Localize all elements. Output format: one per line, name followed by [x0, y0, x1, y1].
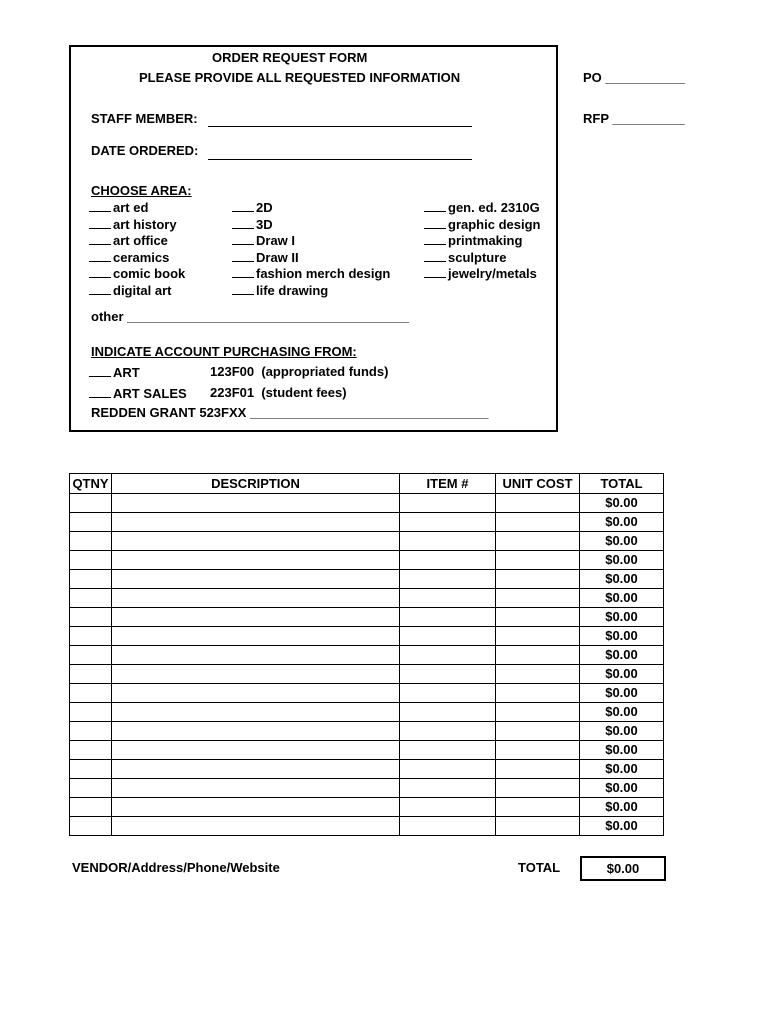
total-cell: $0.00	[580, 646, 664, 665]
item-cell[interactable]	[400, 722, 496, 741]
other-field[interactable]: other _______________________________________	[91, 309, 410, 324]
area-option-label: 2D	[256, 200, 273, 215]
area-option[interactable]	[89, 216, 185, 233]
total-cell: $0.00	[580, 760, 664, 779]
qty-cell[interactable]	[70, 798, 112, 817]
grant-field[interactable]: REDDEN GRANT 523FXX _________________________________	[91, 405, 489, 420]
description-cell[interactable]	[112, 589, 400, 608]
unit-cost-cell[interactable]	[496, 817, 580, 836]
unit-cost-cell[interactable]	[496, 513, 580, 532]
area-option[interactable]	[89, 265, 185, 282]
qty-cell[interactable]	[70, 722, 112, 741]
table-row	[70, 532, 664, 551]
unit-cost-cell[interactable]	[496, 532, 580, 551]
qty-cell[interactable]	[70, 760, 112, 779]
item-cell[interactable]	[400, 532, 496, 551]
checkbox-blank[interactable]	[89, 232, 111, 245]
staff-input[interactable]	[208, 112, 472, 127]
item-cell[interactable]	[400, 627, 496, 646]
qty-cell[interactable]	[70, 589, 112, 608]
description-cell[interactable]	[112, 551, 400, 570]
total-cell: $0.00	[580, 608, 664, 627]
item-cell[interactable]	[400, 703, 496, 722]
rfp-field[interactable]: RFP __________	[583, 111, 685, 126]
unit-cost-cell[interactable]	[496, 608, 580, 627]
unit-cost-cell[interactable]	[496, 665, 580, 684]
checkbox-blank[interactable]	[232, 265, 254, 278]
account-art[interactable]: ART	[89, 364, 140, 380]
unit-cost-cell[interactable]	[496, 627, 580, 646]
area-option-label: 3D	[256, 216, 273, 232]
checkbox-blank[interactable]	[424, 199, 446, 212]
area-option[interactable]	[89, 282, 185, 299]
area-option-label: digital art	[113, 282, 172, 298]
area-option[interactable]	[232, 265, 390, 282]
table-row	[70, 551, 664, 570]
area-option-label: ceramics	[113, 249, 170, 265]
description-cell[interactable]	[112, 627, 400, 646]
item-cell[interactable]	[400, 608, 496, 627]
account-art-sales-code: 223F01 (student fees)	[210, 385, 347, 400]
area-option-label: gen. ed. 2310G	[448, 200, 540, 215]
item-cell[interactable]	[400, 798, 496, 817]
checkbox-blank[interactable]	[424, 249, 446, 262]
table-row	[70, 741, 664, 760]
area-option-label: graphic design	[448, 216, 541, 232]
checkbox-blank[interactable]	[89, 199, 111, 212]
date-label: DATE ORDERED:	[91, 143, 199, 158]
area-option-label: printmaking	[448, 233, 523, 248]
qty-cell[interactable]	[70, 627, 112, 646]
description-cell[interactable]	[112, 570, 400, 589]
header-qty: QTNY	[70, 474, 112, 494]
area-option[interactable]	[424, 232, 540, 249]
unit-cost-cell[interactable]	[496, 589, 580, 608]
table-row	[70, 494, 664, 513]
table-row	[70, 760, 664, 779]
description-cell[interactable]	[112, 494, 400, 513]
item-cell[interactable]	[400, 684, 496, 703]
checkbox-blank[interactable]	[89, 249, 111, 262]
checkbox-blank[interactable]	[89, 282, 111, 295]
area-option[interactable]	[424, 216, 540, 233]
table-row	[70, 627, 664, 646]
table-row	[70, 798, 664, 817]
total-cell: $0.00	[580, 722, 664, 741]
area-option-label: Draw I	[256, 233, 296, 248]
unit-cost-cell[interactable]	[496, 779, 580, 798]
area-option-label: fashion merch design	[256, 266, 391, 281]
date-input[interactable]	[208, 145, 472, 160]
area-option-label: art ed	[113, 200, 149, 215]
total-cell: $0.00	[580, 703, 664, 722]
item-cell[interactable]	[400, 779, 496, 798]
area-option-label: art office	[113, 233, 168, 248]
unit-cost-cell[interactable]	[496, 551, 580, 570]
description-cell[interactable]	[112, 532, 400, 551]
unit-cost-cell[interactable]	[496, 760, 580, 779]
description-cell[interactable]	[112, 817, 400, 836]
table-row	[70, 817, 664, 836]
area-column-1	[89, 199, 185, 298]
header-unit-cost: UNIT COST	[496, 474, 580, 494]
item-cell[interactable]	[400, 513, 496, 532]
po-field[interactable]: PO ___________	[583, 70, 685, 85]
total-cell: $0.00	[580, 798, 664, 817]
qty-cell[interactable]	[70, 779, 112, 798]
area-option-label: sculpture	[448, 249, 507, 265]
table-row	[70, 646, 664, 665]
description-cell[interactable]	[112, 646, 400, 665]
unit-cost-cell[interactable]	[496, 722, 580, 741]
checkbox-blank[interactable]	[89, 385, 111, 398]
checkbox-blank[interactable]	[232, 282, 254, 295]
checkbox-blank[interactable]	[424, 265, 446, 278]
description-cell[interactable]	[112, 703, 400, 722]
table-row	[70, 703, 664, 722]
description-cell[interactable]	[112, 665, 400, 684]
unit-cost-cell[interactable]	[496, 703, 580, 722]
checkbox-blank[interactable]	[424, 216, 446, 229]
staff-label: STAFF MEMBER:	[91, 111, 198, 126]
header-item: ITEM #	[400, 474, 496, 494]
total-cell: $0.00	[580, 684, 664, 703]
description-cell[interactable]	[112, 760, 400, 779]
unit-cost-cell[interactable]	[496, 494, 580, 513]
item-cell[interactable]	[400, 741, 496, 760]
total-cell: $0.00	[580, 551, 664, 570]
form-title: ORDER REQUEST FORM	[212, 50, 368, 65]
description-cell[interactable]	[112, 741, 400, 760]
qty-cell[interactable]	[70, 665, 112, 684]
item-cell[interactable]	[400, 551, 496, 570]
area-option-label: comic book	[113, 266, 186, 281]
order-table	[69, 473, 664, 836]
grand-total-value: $0.00	[606, 861, 640, 876]
checkbox-blank[interactable]	[89, 216, 111, 229]
area-option[interactable]	[232, 199, 390, 216]
account-art-sales[interactable]: ART SALES	[89, 385, 187, 401]
total-cell: $0.00	[580, 665, 664, 684]
description-cell[interactable]	[112, 608, 400, 627]
total-cell: $0.00	[580, 513, 664, 532]
unit-cost-cell[interactable]	[496, 646, 580, 665]
total-cell: $0.00	[580, 494, 664, 513]
area-option[interactable]	[89, 199, 185, 216]
area-option-label: life drawing	[256, 282, 329, 298]
area-option[interactable]	[424, 265, 540, 282]
table-row	[70, 589, 664, 608]
total-cell: $0.00	[580, 741, 664, 760]
qty-cell[interactable]	[70, 513, 112, 532]
item-cell[interactable]	[400, 760, 496, 779]
area-option[interactable]	[232, 216, 390, 233]
item-cell[interactable]	[400, 570, 496, 589]
total-cell: $0.00	[580, 627, 664, 646]
qty-cell[interactable]	[70, 494, 112, 513]
description-cell[interactable]	[112, 779, 400, 798]
qty-cell[interactable]	[70, 741, 112, 760]
description-cell[interactable]	[112, 722, 400, 741]
table-row	[70, 779, 664, 798]
area-option[interactable]	[232, 249, 390, 266]
grand-total-box	[580, 856, 666, 881]
area-column-2	[232, 199, 390, 298]
checkbox-blank[interactable]	[89, 364, 111, 377]
item-cell[interactable]	[400, 646, 496, 665]
area-option-label: Draw II	[256, 249, 299, 265]
description-cell[interactable]	[112, 798, 400, 817]
qty-cell[interactable]	[70, 551, 112, 570]
qty-cell[interactable]	[70, 817, 112, 836]
item-cell[interactable]	[400, 589, 496, 608]
checkbox-blank[interactable]	[89, 265, 111, 278]
qty-cell[interactable]	[70, 646, 112, 665]
area-option[interactable]	[232, 282, 390, 299]
total-cell: $0.00	[580, 779, 664, 798]
area-option[interactable]	[424, 249, 540, 266]
checkbox-blank[interactable]	[232, 216, 254, 229]
area-heading: CHOOSE AREA:	[91, 183, 192, 198]
item-cell[interactable]	[400, 817, 496, 836]
form-subtitle: PLEASE PROVIDE ALL REQUESTED INFORMATION	[139, 70, 461, 85]
account-heading: INDICATE ACCOUNT PURCHASING FROM:	[91, 344, 357, 359]
header-total: TOTAL	[580, 474, 664, 494]
total-cell: $0.00	[580, 817, 664, 836]
grand-total-label: TOTAL	[518, 860, 561, 875]
total-cell: $0.00	[580, 589, 664, 608]
qty-cell[interactable]	[70, 570, 112, 589]
checkbox-blank[interactable]	[232, 199, 254, 212]
header-description: DESCRIPTION	[112, 474, 400, 494]
area-option[interactable]	[232, 232, 390, 249]
checkbox-blank[interactable]	[424, 232, 446, 245]
account-art-code: 123F00 (appropriated funds)	[210, 364, 389, 379]
unit-cost-cell[interactable]	[496, 570, 580, 589]
table-row	[70, 608, 664, 627]
total-cell: $0.00	[580, 532, 664, 551]
total-cell: $0.00	[580, 570, 664, 589]
qty-cell[interactable]	[70, 684, 112, 703]
table-row	[70, 665, 664, 684]
item-cell[interactable]	[400, 665, 496, 684]
table-row	[70, 684, 664, 703]
unit-cost-cell[interactable]	[496, 798, 580, 817]
checkbox-blank[interactable]	[232, 232, 254, 245]
checkbox-blank[interactable]	[232, 249, 254, 262]
area-column-3	[424, 199, 540, 282]
qty-cell[interactable]	[70, 703, 112, 722]
table-row	[70, 513, 664, 532]
unit-cost-cell[interactable]	[496, 741, 580, 760]
table-row	[70, 722, 664, 741]
table-row	[70, 570, 664, 589]
area-option[interactable]	[89, 232, 185, 249]
item-cell[interactable]	[400, 494, 496, 513]
area-option[interactable]	[424, 199, 540, 216]
description-cell[interactable]	[112, 684, 400, 703]
vendor-label: VENDOR/Address/Phone/Website	[72, 860, 280, 875]
area-option-label: jewelry/metals	[448, 266, 537, 281]
unit-cost-cell[interactable]	[496, 684, 580, 703]
qty-cell[interactable]	[70, 608, 112, 627]
area-option-label: art history	[113, 216, 177, 232]
description-cell[interactable]	[112, 513, 400, 532]
table-header-row	[70, 474, 664, 494]
qty-cell[interactable]	[70, 532, 112, 551]
area-option[interactable]	[89, 249, 185, 266]
